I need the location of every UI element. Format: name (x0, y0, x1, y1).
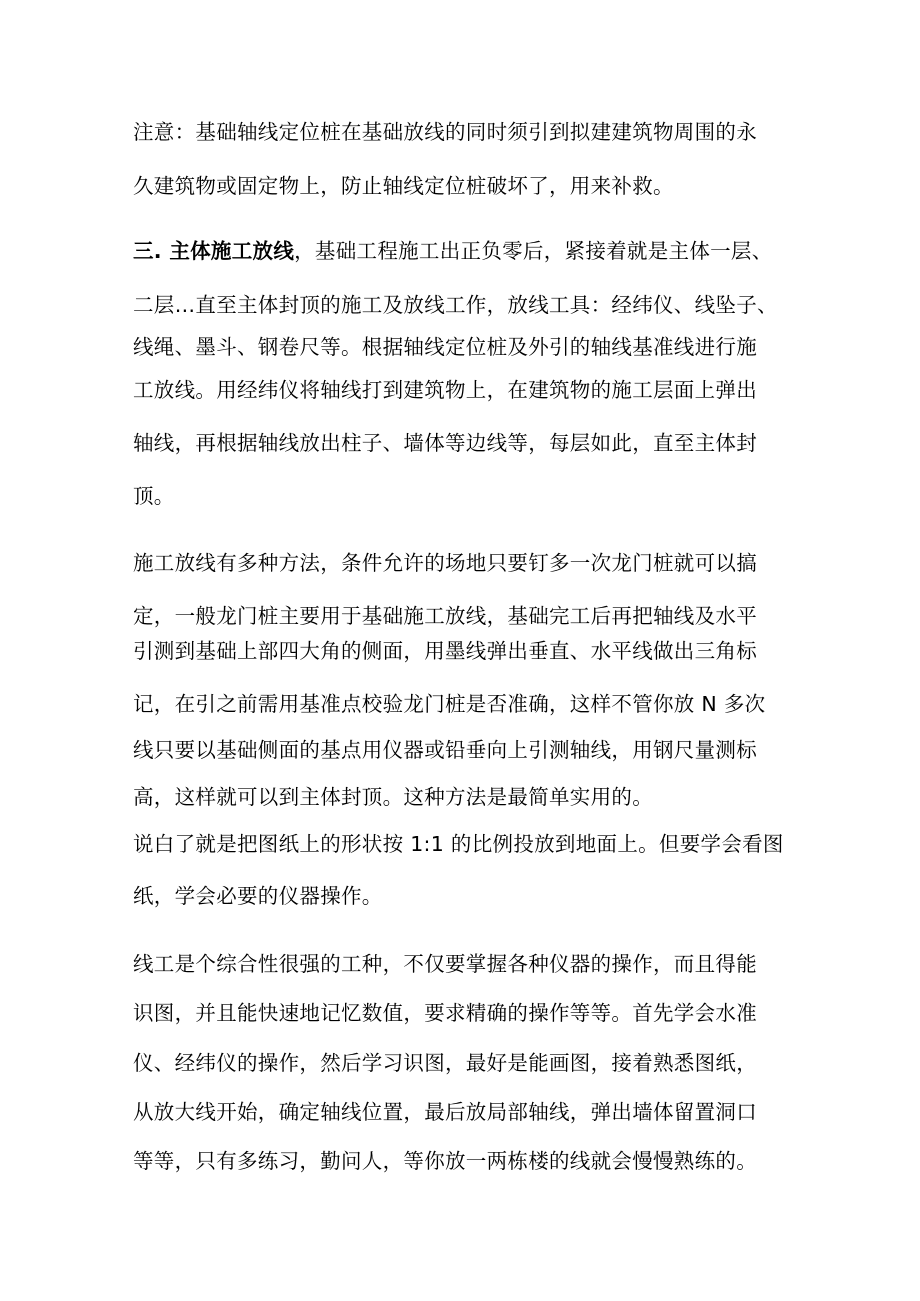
section3-line-3: 线绳、墨斗、钢卷尺等。根据轴线定位桩及外引的轴线基准线进行施 (133, 335, 757, 359)
section3-heading: 三. 主体施工放线 (133, 239, 295, 263)
methods-line-5: 线只要以基础侧面的基点用仪器或铅垂向上引测轴线，用钢尺量测标 (133, 738, 757, 762)
methods-line-6: 高，这样就可以到主体封顶。这种方法是最简单实用的。 (133, 785, 653, 809)
section3-line-6: 顶。 (133, 484, 175, 508)
section3-line-2: 二层…直至主体封顶的施工及放线工作，放线工具：经纬仪、线坠子、 (133, 293, 778, 317)
advice-line-1: 线工是个综合性很强的工种，不仅要掌握各种仪器的操作，而且得能 (133, 952, 757, 976)
note-line-1: 注意：基础轴线定位桩在基础放线的同时须引到拟建建筑物周围的永 (133, 120, 757, 144)
advice-line-3: 仪、经纬仪的操作，然后学习识图，最好是能画图，接着熟悉图纸， (133, 1051, 757, 1075)
section3-first-line-rest: ，基础工程施工出正负零后，紧接着就是主体一层、 (294, 239, 773, 263)
note-line-2: 久建筑物或固定物上，防止轴线定位桩破坏了，用来补救。 (133, 174, 674, 198)
summary-line-1: 说白了就是把图纸上的形状按 1:1 的比例投放到地面上。但要学会看图 (133, 832, 784, 856)
section3-line-1 (133, 236, 813, 266)
advice-line-2: 识图，并且能快速地记忆数值，要求精确的操作等等。首先学会水准 (133, 1001, 757, 1025)
summary-line-2: 纸，学会必要的仪器操作。 (133, 884, 383, 908)
section3-line-5: 轴线，再根据轴线放出柱子、墙体等边线等，每层如此，直至主体封 (133, 431, 757, 455)
methods-line-4: 记，在引之前需用基准点校验龙门桩是否准确，这样不管你放 N 多次 (133, 692, 766, 716)
advice-line-4: 从放大线开始，确定轴线位置，最后放局部轴线，弹出墙体留置洞口 (133, 1100, 757, 1124)
methods-line-3: 引测到基础上部四大角的侧面，用墨线弹出垂直、水平线做出三角标 (133, 639, 757, 663)
methods-line-2: 定，一般龙门桩主要用于基础施工放线，基础完工后再把轴线及水平 (133, 604, 757, 628)
advice-line-5: 等等，只有多练习，勤问人，等你放一两栋楼的线就会慢慢熟练的。 (133, 1149, 757, 1173)
section3-line-4: 工放线。用经纬仪将轴线打到建筑物上，在建筑物的施工层面上弹出 (133, 378, 757, 402)
methods-line-1: 施工放线有多种方法，条件允许的场地只要钉多一次龙门桩就可以搞 (133, 551, 757, 575)
